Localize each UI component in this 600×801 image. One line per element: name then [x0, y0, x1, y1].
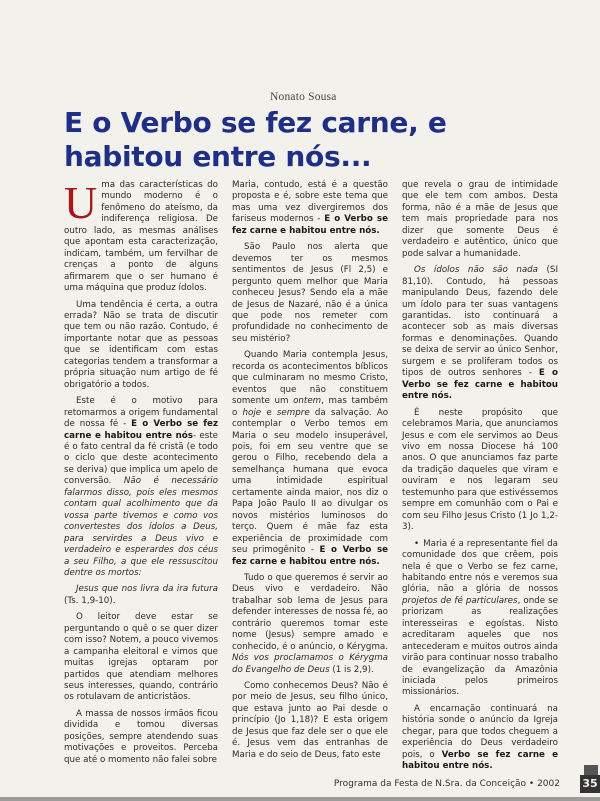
article-title: E o Verbo se fez carne, e habitou entre nós... [64, 106, 447, 173]
author-byline: Nonato Sousa [270, 91, 337, 103]
drop-cap: U [64, 177, 98, 228]
paragraph: Maria, contudo, está é a questão proposta e é, sobre este tema que mas uma vez divergiremos dos fariseus modernos - E o Verbo se fez carne e habitou entre nós. [232, 180, 388, 236]
paragraph: A massa de nossos irmãos ficou dividida e tomou diversas posições, sempre atendendo suas motivações e proveitos. Perceba que até o momento não falei sobre [64, 708, 218, 765]
paragraph: São Paulo nos alerta que devemos ter os mesmos sentimentos de Jesus (Fl 2,5) e pergunto quem melhor que Maria conheceu Jesus? Sendo ela a mãe de Jesus de Nazaré, não é a única que pode nos remeter com profundidade no conhecimento de seu mistério? [232, 242, 388, 344]
paragraph: Como conhecemos Deus? Não é por meio de Jesus, seu filho único, que estava junto ao Pai desde o princípio (Jo 1,18)? E esta origem de Jesus que faz dele ser o que ele é. Jesus vem das entranhas de Maria e do seio de Deus, fato este [232, 681, 388, 760]
text-column-1 [64, 177, 219, 771]
scan-edge [0, 797, 600, 801]
paragraph: A encarnação continuará na história sonde o anúncio da Igreja chegar, para que todos cheguem a experiência do Deus verdadeiro pois, o Verbo se fez carne e habitou entre nós. [402, 703, 558, 772]
paragraph: Tudo o que queremos é servir ao Deus vivo e verdadeiro. Não trabalhar sob lema de Jesus para defender interesses de nossa fé, ao contrário queremos tomar este nome (Jesus) sempre amado e conhecido, é o anúncio, o Kérygma. Nós vos proclamamos o Kérygma do Evangelho de Deus (1 is 2,9). [232, 572, 388, 675]
paragraph: Jesus que nos livra da ira futura (Ts. 1,9-10). [64, 584, 218, 606]
text-column-3 [402, 180, 558, 778]
paragraph: Os ídolos não são nada (SI 81,10). Contudo, há pessoas manipulando Deus, fazendo dele um ídolo para ter suas vantagens garantidas. isto continuará a acontecer sob as mais diversas formas e denominações. Quando se deixa de servir ao único Senhor, surgem e se proliferam todos os tipos de outros senhores - E o Verbo se fez carne e habitou entre nós. [402, 265, 559, 402]
page-number: 35 [580, 775, 600, 793]
paragraph: Uma tendência é certa, a outra errada? Não se trata de discutir que tem ou não razão. Contudo, é importante notar que as pessoas que se identificam com estas categorias tendem a transformar a própria situação num artigo de fé obrigatório a todos. [64, 299, 218, 390]
footer-caption: Programa da Festa de N.Sra. da Conceição • 2002 [333, 779, 560, 789]
paragraph: que revela o grau de intimidade que ele tem com ambos. Desta forma, não é a mãe de Jesus que tem mais propriedade para nos dizer que somente Deus é verdadeiro e autêntico, único que pode salvar a humanidade. [402, 180, 558, 259]
paragraph: • Maria é a representante fiel da comunidade dos que crêem, pois nela é que o Verbo se fez carne, habitando entre nós e veremos sua glória, não a glória de nossos projetos de fé particulares, onde se priorizam as realizações interesseiras e egoístas. Nisto acreditaram aqueles que nos antecederam e muitos outros ainda virão para continuar nosso trabalho de evangelização da Amazônia iniciada pelos primeiros missionários. [402, 539, 558, 699]
paragraph: Quando Maria contempla Jesus, recorda os acontecimentos bíblicos que culminaram no mesmo Cristo, eventos que não constituem somente um ontem, mas também o hoje e sempre da salvação. Ao contemplar o Verbo temos em Maria o seu modelo insuperável, pois, foi em seu ventre que se gerou o Filho, recebendo dela a semelhança humana que evoca uma intimidade espiritual certamente ainda maior, nos diz o Papa João Paulo II ao divulgar os novos mistérios luminosos do terço. Quem é mãe faz esta experiência de proximidade com seu primogênito - E o Verbo se fez carne e habitou entre nós. [232, 350, 389, 567]
text-column-2 [232, 180, 388, 766]
paragraph: É neste propósito que celebramos Maria, que anunciamos Jesus e com ele servimos ao Deus vivo em nossa Diocese há 100 anos. O que anunciamos faz parte da tradição daqueles que viram e ouviram e nos legaram seu testemunho para que estivéssemos sempre em comunhão com o Pai e com seu Filho Jesus Cristo (1 Jo 1,2-3). [402, 407, 558, 533]
paragraph: Este é o motivo para retomarmos a origem fundamental de nossa fé - E o Verbo se fez carne e habitou entre nós- este é o fato central da fé cristã (e todo o ciclo que deste acontecimento se deriva) que implica um apelo de conversão. Não é necessário falarmos disso, pois eles mesmos contam qual acolhimento que da vossa parte tivemos e como vos convertestes dos ídolos a Deus, para servirdes a Deus vivo e verdadeiro e esperardes dos céus a seu Filho, a que ele ressuscitou dentre os mortos: [64, 396, 219, 578]
paragraph: Uma das características do mundo moderno é o fenômeno do ateísmo, da indiferença religiosa. De outro lado, as mesmas análises que apontam esta caracterização, indicam, também, um fervilhar de crenças a ponto de alguns afirmarem que o ser humano é uma máquina que produz ídolos. [64, 177, 218, 294]
paragraph: O leitor deve estar se perguntando o quê o se quer dizer com isso? Notem, a pouco vivemos a campanha eleitoral e vimos que muitas igrejas optaram por partidos que atendiam melhores seus interesses, quando, contrário os rotulavam de anticristãos. [64, 612, 218, 703]
